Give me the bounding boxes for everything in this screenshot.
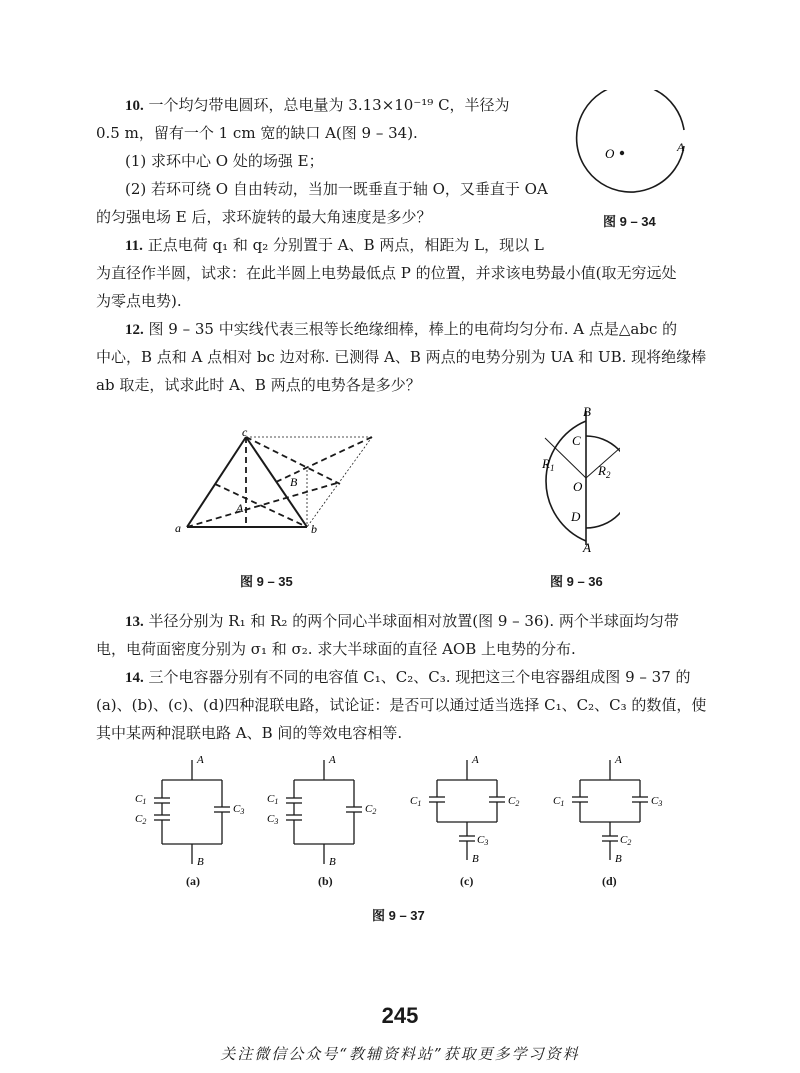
svg-text:C1: C1 (553, 795, 565, 808)
label-a: a (175, 521, 181, 535)
label-R2: $R_2$ (598, 463, 611, 480)
problem-11-line-3: 为零点电势). (96, 292, 182, 310)
problem-10-line-2: 0.5 m，留有一个 1 cm 宽的缺口 A(图 9 – 34). (96, 124, 418, 142)
problem-12-line-1: 12. 图 9 – 35 中实线代表三根等长绝缘细棒，棒上的电荷均匀分布. A 点是△abc 的 (125, 320, 678, 338)
svg-text:C2: C2 (135, 813, 147, 826)
problem-14-line-3: 其中某两种混联电路 A、B 间的等效电容相等. (96, 724, 403, 742)
problem-13-line-2: 电，电荷面密度分别为 σ₁ 和 σ₂. 求大半球面的直径 AOB 上电势的分布. (96, 640, 576, 658)
footer-note: 关注微信公众号“教辅资料站”获取更多学习资料 (220, 1045, 580, 1063)
svg-text:C1: C1 (135, 793, 147, 806)
problem-13-number: 13. (125, 614, 144, 630)
figure-9-37-a (130, 752, 250, 892)
problem-10-line-4: (2) 若环可绕 O 自由转动，当加一既垂直于轴 O，又垂直于 OA (125, 180, 548, 198)
figure-9-37-caption: 图 9 – 37 (372, 908, 425, 923)
figure-9-34-caption: 图 9 – 34 (603, 214, 656, 229)
ring-center-dot (620, 151, 624, 155)
problem-12-line-3: ab 取走，试求此时 A、B 两点的电势各是多少？ (96, 376, 421, 394)
problem-14-line-1: 14. 三个电容器分别有不同的电容值 C₁、C₂、C₃. 现把这三个电容器组成图 9 – 37 的 (125, 668, 691, 686)
label-D: D (571, 509, 581, 524)
figure-9-37-b-label: (b) (318, 874, 333, 888)
page-number: 245 (381, 1003, 419, 1028)
svg-text:C3: C3 (651, 795, 663, 808)
svg-text:C1: C1 (267, 793, 279, 806)
svg-text:B: B (472, 853, 479, 865)
label-B: B (290, 475, 298, 489)
figure-9-37-b (262, 752, 382, 892)
label-O: O (605, 146, 615, 161)
problem-11-line-1: 11. 正点电荷 q₁ 和 q₂ 分别置于 A、B 两点，相距为 L，现以 L (125, 236, 544, 254)
problem-10-number: 10. (125, 98, 144, 114)
svg-text:C2: C2 (365, 803, 377, 816)
svg-text:C3: C3 (477, 834, 489, 847)
label-R1: $R_1$ (542, 456, 555, 473)
problem-14-number: 14. (125, 670, 144, 686)
svg-text:C2: C2 (620, 834, 632, 847)
label-C: C (572, 433, 581, 448)
figure-9-35-caption: 图 9 – 35 (240, 574, 293, 589)
svg-text:A: A (472, 754, 479, 766)
svg-text:B: B (197, 856, 204, 868)
problem-13-line-1: 13. 半径分别为 R₁ 和 R₂ 的两个同心半球面相对放置(图 9 – 36). 两个半球面均匀带 (125, 612, 679, 630)
svg-text:C3: C3 (233, 803, 245, 816)
problem-10-line-5: 的匀强电场 E 后，求环旋转的最大角速度是多少？ (96, 208, 432, 226)
problem-11-number: 11. (125, 238, 143, 254)
svg-text:B: B (329, 856, 336, 868)
problem-12-number: 12. (125, 322, 144, 338)
figure-9-37-c (405, 752, 530, 892)
figure-9-37-d-label: (d) (602, 874, 617, 888)
charged-ring (577, 90, 684, 192)
label-A-gap: A (677, 140, 685, 154)
label-A: A (236, 501, 244, 515)
figure-9-34 (560, 90, 710, 230)
figure-9-36-caption: 图 9 – 36 (550, 574, 603, 589)
label-c: c (242, 425, 248, 439)
problem-11-line-2: 为直径作半圆，试求：在此半圆上电势最低点 P 的位置，并求该电势最小值(取无穷远处 (96, 264, 677, 282)
svg-text:B: B (615, 853, 622, 865)
label-A: A (583, 540, 591, 555)
figure-9-36 (520, 400, 620, 555)
label-O: O (573, 479, 583, 494)
figure-9-35 (170, 425, 395, 540)
svg-text:C3: C3 (267, 813, 279, 826)
label-b: b (311, 522, 317, 536)
problem-10-line-3: (1) 求环中心 O 处的场强 E； (125, 152, 324, 170)
aux-right (307, 437, 372, 527)
small-hemisphere (586, 436, 620, 528)
svg-text:A: A (615, 754, 622, 766)
figure-9-37-a-label: (a) (186, 874, 200, 888)
label-B: B (583, 404, 591, 419)
problem-12-line-2: 中心，B 点和 A 点相对 bc 边对称. 已测得 A、B 两点的电势分别为 UA 和 UB. 现将绝缘棒 (96, 348, 707, 366)
svg-text:C2: C2 (508, 795, 520, 808)
problem-14-line-2: (a)、(b)、(c)、(d)四种混联电路，试论证：是否可以通过适当选择 C₁、C₂、C₃ 的数值，使 (96, 696, 707, 714)
svg-text:C1: C1 (410, 795, 422, 808)
svg-text:A: A (329, 754, 336, 766)
figure-9-37-d (548, 752, 673, 892)
svg-text:A: A (197, 754, 204, 766)
problem-10-line-1: 10. 一个均匀带电圆环，总电量为 3.13×10⁻¹⁹ C，半径为 (125, 96, 510, 114)
figure-9-37-c-label: (c) (460, 874, 474, 888)
